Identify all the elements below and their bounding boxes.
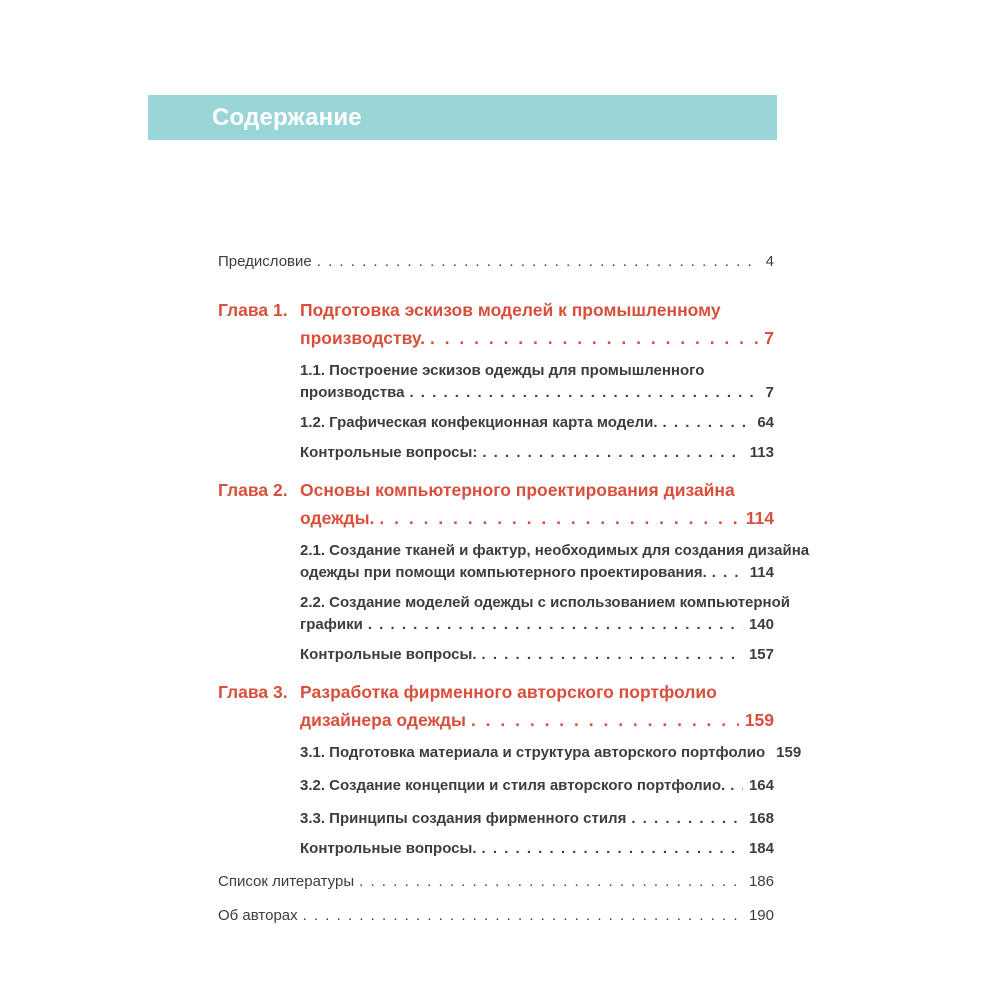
toc-entry [218, 906, 774, 926]
entry-title: Контрольные вопросы. [300, 840, 477, 857]
toc-entry [300, 775, 774, 797]
page-number: 159 [776, 744, 802, 761]
toc-chapter-entry [218, 678, 774, 734]
dot-leader [404, 382, 759, 404]
toc-line [218, 252, 774, 272]
toc-entry [218, 872, 774, 892]
toc-line [300, 296, 774, 324]
page-number: 164 [748, 777, 774, 794]
dot-leader [658, 412, 752, 434]
toc-line [300, 644, 774, 666]
toc-line [300, 614, 774, 636]
toc-entry [300, 644, 774, 666]
toc-entry [300, 838, 774, 860]
chapter-label: Глава 2. [218, 480, 288, 500]
page-number: 7 [765, 384, 774, 401]
page-number: 64 [757, 414, 774, 431]
toc-line [300, 412, 774, 434]
toc-entry [218, 252, 774, 272]
toc-line [300, 504, 774, 532]
entry-title: 2.2. Создание моделей одежды с использованием компьютерной [300, 594, 791, 611]
entry-title: Список литературы [218, 873, 355, 890]
chapter-body [300, 296, 774, 352]
entry-title: графики [300, 616, 363, 633]
chapter-label: Глава 1. [218, 300, 288, 320]
page-number: 114 [749, 564, 774, 581]
entry-title: Разработка фирменного авторского портфолио [300, 682, 717, 702]
entry-title: производства [300, 384, 405, 401]
toc-line [218, 872, 774, 892]
entry-title: производству. [300, 328, 425, 348]
toc-line [300, 324, 774, 352]
page-number: 4 [765, 253, 774, 270]
toc-line [300, 562, 774, 584]
entry-title: 1.1. Построение эскизов одежды для промышленного [300, 362, 705, 379]
toc-chapter-entry [218, 296, 774, 352]
toc-line [300, 476, 774, 504]
dot-leader [298, 906, 743, 926]
toc-line [300, 808, 774, 830]
entry-title: 3.2. Создание концепции и стиля авторского портфолио. [300, 777, 726, 794]
toc-line [300, 838, 774, 860]
toc-chapter-entry [218, 476, 774, 532]
toc-line [300, 540, 810, 562]
dot-leader [312, 252, 760, 272]
dot-leader [354, 872, 743, 892]
dot-leader [626, 808, 743, 830]
dot-leader [707, 562, 744, 584]
toc-entry [300, 808, 774, 830]
page-number: 190 [748, 907, 774, 924]
dot-leader [466, 706, 739, 734]
entry-title: 3.1. Подготовка материала и структура авторского портфолио [300, 744, 766, 761]
dot-leader [477, 644, 743, 666]
toc-line [300, 706, 774, 734]
toc-line [300, 360, 774, 382]
chapter-body [300, 476, 774, 532]
page-number: 186 [748, 873, 774, 890]
page-number: 168 [748, 810, 774, 827]
page-number: 157 [748, 646, 774, 663]
toc-line [300, 382, 774, 404]
dot-leader [477, 838, 743, 860]
entry-title: одежды. [300, 508, 375, 528]
entry-title: Контрольные вопросы: [300, 444, 478, 461]
toc-line [218, 906, 774, 926]
page-number: 184 [748, 840, 774, 857]
page-number: 140 [748, 616, 774, 633]
chapter-body [300, 678, 774, 734]
toc-line [300, 678, 774, 706]
dot-leader [477, 442, 743, 464]
toc-entry [300, 540, 810, 584]
dot-leader [725, 775, 743, 797]
page-number: 114 [745, 508, 774, 528]
toc-list [218, 252, 810, 934]
page-number: 7 [764, 328, 774, 348]
dot-leader [374, 504, 739, 532]
toc-entry [300, 742, 802, 764]
entry-title: дизайнера одежды [300, 710, 466, 730]
toc-entry [300, 442, 774, 464]
toc-line [300, 742, 802, 764]
toc-line [300, 592, 791, 614]
chapter-label: Глава 3. [218, 682, 288, 702]
toc-entry [300, 592, 791, 636]
entry-title: Предисловие [218, 253, 312, 270]
entry-title: Подготовка эскизов моделей к промышленному [300, 300, 721, 320]
toc-entry [300, 412, 774, 434]
toc-line [300, 442, 774, 464]
dot-leader [425, 324, 758, 352]
entry-title: Об авторах [218, 907, 298, 924]
toc-entry [300, 360, 774, 404]
dot-leader [363, 614, 743, 636]
entry-title: 2.1. Создание тканей и фактур, необходимых для создания дизайна [300, 542, 810, 559]
page-number: 159 [744, 710, 774, 730]
toc-header-bar [148, 95, 777, 140]
entry-title: 1.2. Графическая конфекционная карта модели. [300, 414, 658, 431]
page-title: Содержание [212, 103, 362, 131]
entry-title: 3.3. Принципы создания фирменного стиля [300, 810, 627, 827]
entry-title: Основы компьютерного проектирования дизайна [300, 480, 735, 500]
page-number: 113 [749, 444, 774, 461]
toc-line [300, 775, 774, 797]
entry-title: Контрольные вопросы. [300, 646, 477, 663]
entry-title: одежды при помощи компьютерного проектирования. [300, 564, 707, 581]
